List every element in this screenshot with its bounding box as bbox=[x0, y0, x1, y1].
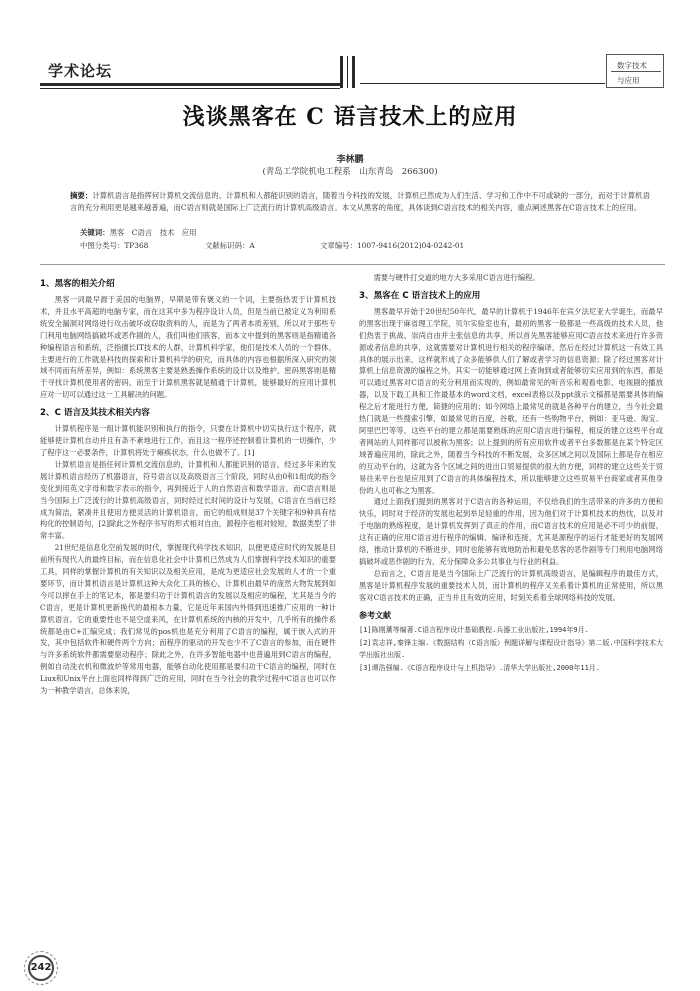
reference-3: [3]谭浩强编.《C语言程序设计与上机指导》.清华大学出版社,2000年11月. bbox=[359, 663, 601, 672]
section-3-paragraph-1: 黑客最早开始于20世纪50年代，最早的计算机于1946年在宾夕法尼亚大学诞生，而最早的黑客出现于麻省理工学院，贝尔实验室也有，最初的黑客一般都是一些高级的技术人员，他们热衷于挑战、崇尚自由并主张信息的共享，所以首先黑客能够应用C语言技术来进行许多资源或者信息的共享，这就需要对计算机进行相关的程序编译，然后在经过计算机这一有效工具具体的展示出来，这样就形成了众多能够供人们了解或者学习的信息资源；除了经过黑客对计算机上信息资源的编程之外，其实一切能够通过网上查询到或者能够切实应用到的东西，都是可以通过黑客对C语言的充分利用而实现的，例如最常见的听音乐和观看电影、电视剧的播放器，以及下载工具和工作最基本的word文档，excel表格以及ppt演示文稿都是需要具体的编程之后才能进行方便，简捷的应用的；如今网络上最常见的就是各种平台的建立，当今社会最热门就是一些搜索引擎，如最常见的百度，谷歌，还有一些购物平台，例如：亚马逊、淘宝、阿里巴巴等等，这些平台的建立都是需要熟练的应用C语言进行编程，相反的建立这些平台或者网站的人同样都可以被称为黑客；以上提到的所有应用软件或者平台多数都是在某个特定区域普遍应用的，除此之外，随着当今科技的不断发展，众多区域之间以及国际上都是存在相应的互动平台的，这就为各个区域之间的进出口贸易提供的很大的方便，同样的建立这些关于贸易往来平台也是应用到了C语言的具体编程技术，所以能够建立这些贸易平台商家或者其他身份的人也可称之为黑客。 bbox=[359, 306, 663, 495]
header-rule bbox=[40, 83, 340, 86]
section-2-paragraph-1: 计算机程序是一组计算机能识别和执行的指令，只要在计算机中切实执行这个程序，就能够使计算机自动并且有条不紊地进行工作，而且这一程序还控制着计算机的一切操作，少了程序这一必要条件，计算机将处于瘫痪状态，什么也做不了。[1] bbox=[40, 424, 336, 457]
article-number: 文章编号：1007-9416(2012)04-0242-01 bbox=[320, 241, 465, 250]
reference-1: [1]陈刚薰等编著.C语言程序设计基础教程.兵器工业出版社,1994年9月. bbox=[359, 626, 589, 635]
section-2-paragraph-3: 21世纪是信息化空前发展的时代，掌握现代科学技术知识，以便更适应时代的发展是目前所有现代人的最终目标，而在信息化社会中计算机已然成为人们掌握科学技术知识的重要工具，同样的掌握计算机的有关知识以及相关应用，是成为更适应社会发展的人才的一个重要环节，而计算机语言是计算机这种大众化工具的核心，计算机由最早的庞然大物发展到如今可以摔在手上的笔记本，都是要归功于计算机语言的发展以及相应的编程，尤其是当今的C语言，更是计算机更新换代的最根本力量，它是近年来国内外得到迅速推广应用的一种计算机语言。它的重要性也不是空虚来风，在计算机系统的内核的开发中，几乎所有的操作系统都是由C+汇编完成；我们常见的pos机也是充分利用了C语言的编程，属于嵌入式的开发，其中包括软件和硬件两个方向；而程序的驱动的开发也少不了C语言的参加，而在硬件与许多系统软件都需要驱动程序；除此之外，在许多智能电器中也普遍用到C语言的编程，例如自动洗衣机和微波炉等常用电器，能够自动化使用都是要归功于C语言的编程，同时在Liux和Unix平台上面也同样得到广泛的应用，同时在当今社会的教学过程中C语言也可以作为一种教学语言，总体来说， bbox=[40, 543, 336, 696]
document-code: 文献标识码：A bbox=[205, 241, 255, 250]
section-2-heading: 2、C 语言及其技术相关内容 bbox=[40, 408, 150, 419]
header-bars-ornament bbox=[340, 56, 355, 88]
abstract-label: 摘要： bbox=[70, 191, 93, 200]
badge-line-2: 与应用 bbox=[617, 76, 640, 85]
section-3-paragraph-2: 通过上面我们提到的黑客对于C语言的各种运用，不仅给我们的生活带来的许多的方便和快乐，同时对于经济的发展也起到举足轻重的作用，因为他们对于计算机技术的热忱，以及对于电脑的熟练程度，是计算机发挥到了真正的作用，而C语言技术的应用是必不可少的前提，这有正确的应用C语言进行程序的编辑、编译和连接，尤其是源程序的运行才能更好的发展网络，推动计算机的不断进步，同时也能够有效地防治和避免恶客的恶作剧等专门利用电脑网络搞破坏或恶作剧的行为，充分保障众多公共事业与行业的利益。 bbox=[359, 497, 663, 566]
section-3-paragraph-3: 总而言之，C语言是是当今国际上广泛流行的计算机高级语言，是编辑程序的最佳方式，黑客是计算机程序发展的重要技术人员，而计算机的程序又关系着计算机的正常使用，所以黑客对C语言技术的正确，正当并且有效的应用，时刻关系着全球网络科技的发展。 bbox=[359, 568, 663, 602]
keywords bbox=[80, 227, 197, 238]
references-heading: 参考文献 bbox=[359, 610, 391, 620]
reference-2: [2]袁志祥,秦锋主编.《数据结构（C语言版）例题详解与课程设计指导》第二版.中国科学技术大学出版社出版. bbox=[359, 638, 663, 660]
abstract-text: 计算机语言是指挥何计算机交流信息的、计算机和人都能识别的语言，随着当今科技的发展，计算机已然成为人们生活、学习和工作中不可或缺的一部分，而对于计算机语言的充分利用更是越来越普遍，而C语言则就是国际上广泛流行的计算机高级语言。本文从黑客的角度，具体谈到C语言技术的相关内容，重点阐述黑客在C语言技术上的应用。 bbox=[70, 191, 650, 212]
clc-number: 中图分类号：TP368 bbox=[80, 241, 149, 250]
section-3-heading: 3、黑客在 C 语言技术上的应用 bbox=[359, 290, 481, 301]
right-column bbox=[359, 272, 663, 674]
section-divider bbox=[40, 264, 665, 265]
keywords-text: 黑客 C语言 技术 应用 bbox=[109, 228, 197, 237]
section-1-heading: 1、黑客的相关介绍 bbox=[40, 279, 115, 289]
header-rule-right bbox=[360, 83, 605, 84]
page-number: 242 bbox=[28, 955, 54, 981]
journal-badge bbox=[606, 54, 664, 88]
affiliation: (青岛工学院机电工程系 山东青岛 266300) bbox=[262, 167, 438, 177]
continued-paragraph: 需要与硬件打交道的地方大多采用C语言进行编程。 bbox=[373, 273, 540, 282]
keywords-label: 关键词： bbox=[80, 228, 110, 237]
section-2-paragraph-2: 计算机语言是指任何计算机交流信息的，计算机和人都能识别的语言，经过多年来的发展计算机语言经历了机器语言，符号语言以及高级语言三个阶段，同时从由0和1组成的指令变化到用英文字母和数字表示的指令，再到接近于人的自然语言和数学语言，而C语言则是当今国际上广泛流行的计算机高级语言，同时经过长时间的设计与发展，C语言在当前已经成为简洁，紧凑并且使用方便灵活的计算机语言，而它的组成则是37个关键字和9种具有结构化的控制语句，[2]除此之外程序书写的形式相对自由，源程序也相对较短，数据类型了非常丰富。 bbox=[40, 459, 336, 541]
column-name: 学术论坛 bbox=[48, 62, 113, 80]
badge-line-1: 数字技术 bbox=[617, 61, 647, 70]
left-column bbox=[40, 272, 336, 697]
section-1-paragraph: 黑客一词最早源于美国的电脑界，早期是带有褒义的一个词，主要指热衷于计算机技术，并且水平高超的电脑专家，而在这其中多为程序设计人员，但是当前已被定义为利用系统安全漏洞对网络进行攻击破坏或窃取资料的人，而是为了两者本质差别，所以对于那些专门利用电脑网络搞破坏或恶作剧的人，我们叫他们骇客，而本文中提到的黑客则是指精通各种编程语言和系统，泛指擅长IT技术的人群，计算机科学家，他们是技术人员的一个群体，主要进行的工作就是科技的探索和计算机科学的研究，而具体的内容也根据所深入研究的领域不同而有所差异，例如：系统黑客主要是熟悉操作系统的设计以及维护，密码黑客则是精于寻找计算机使用者的密码，而至于计算机黑客就是精通于计算机，能够最好的应用计算机应对一切可以通过这一工具解决的问题。 bbox=[40, 295, 336, 400]
article-title: 浅谈黑客在 C 语言技术上的应用 bbox=[182, 104, 518, 130]
header-rule-thin bbox=[40, 88, 340, 89]
abstract bbox=[70, 190, 650, 213]
author: 李林鹏 bbox=[336, 155, 364, 165]
